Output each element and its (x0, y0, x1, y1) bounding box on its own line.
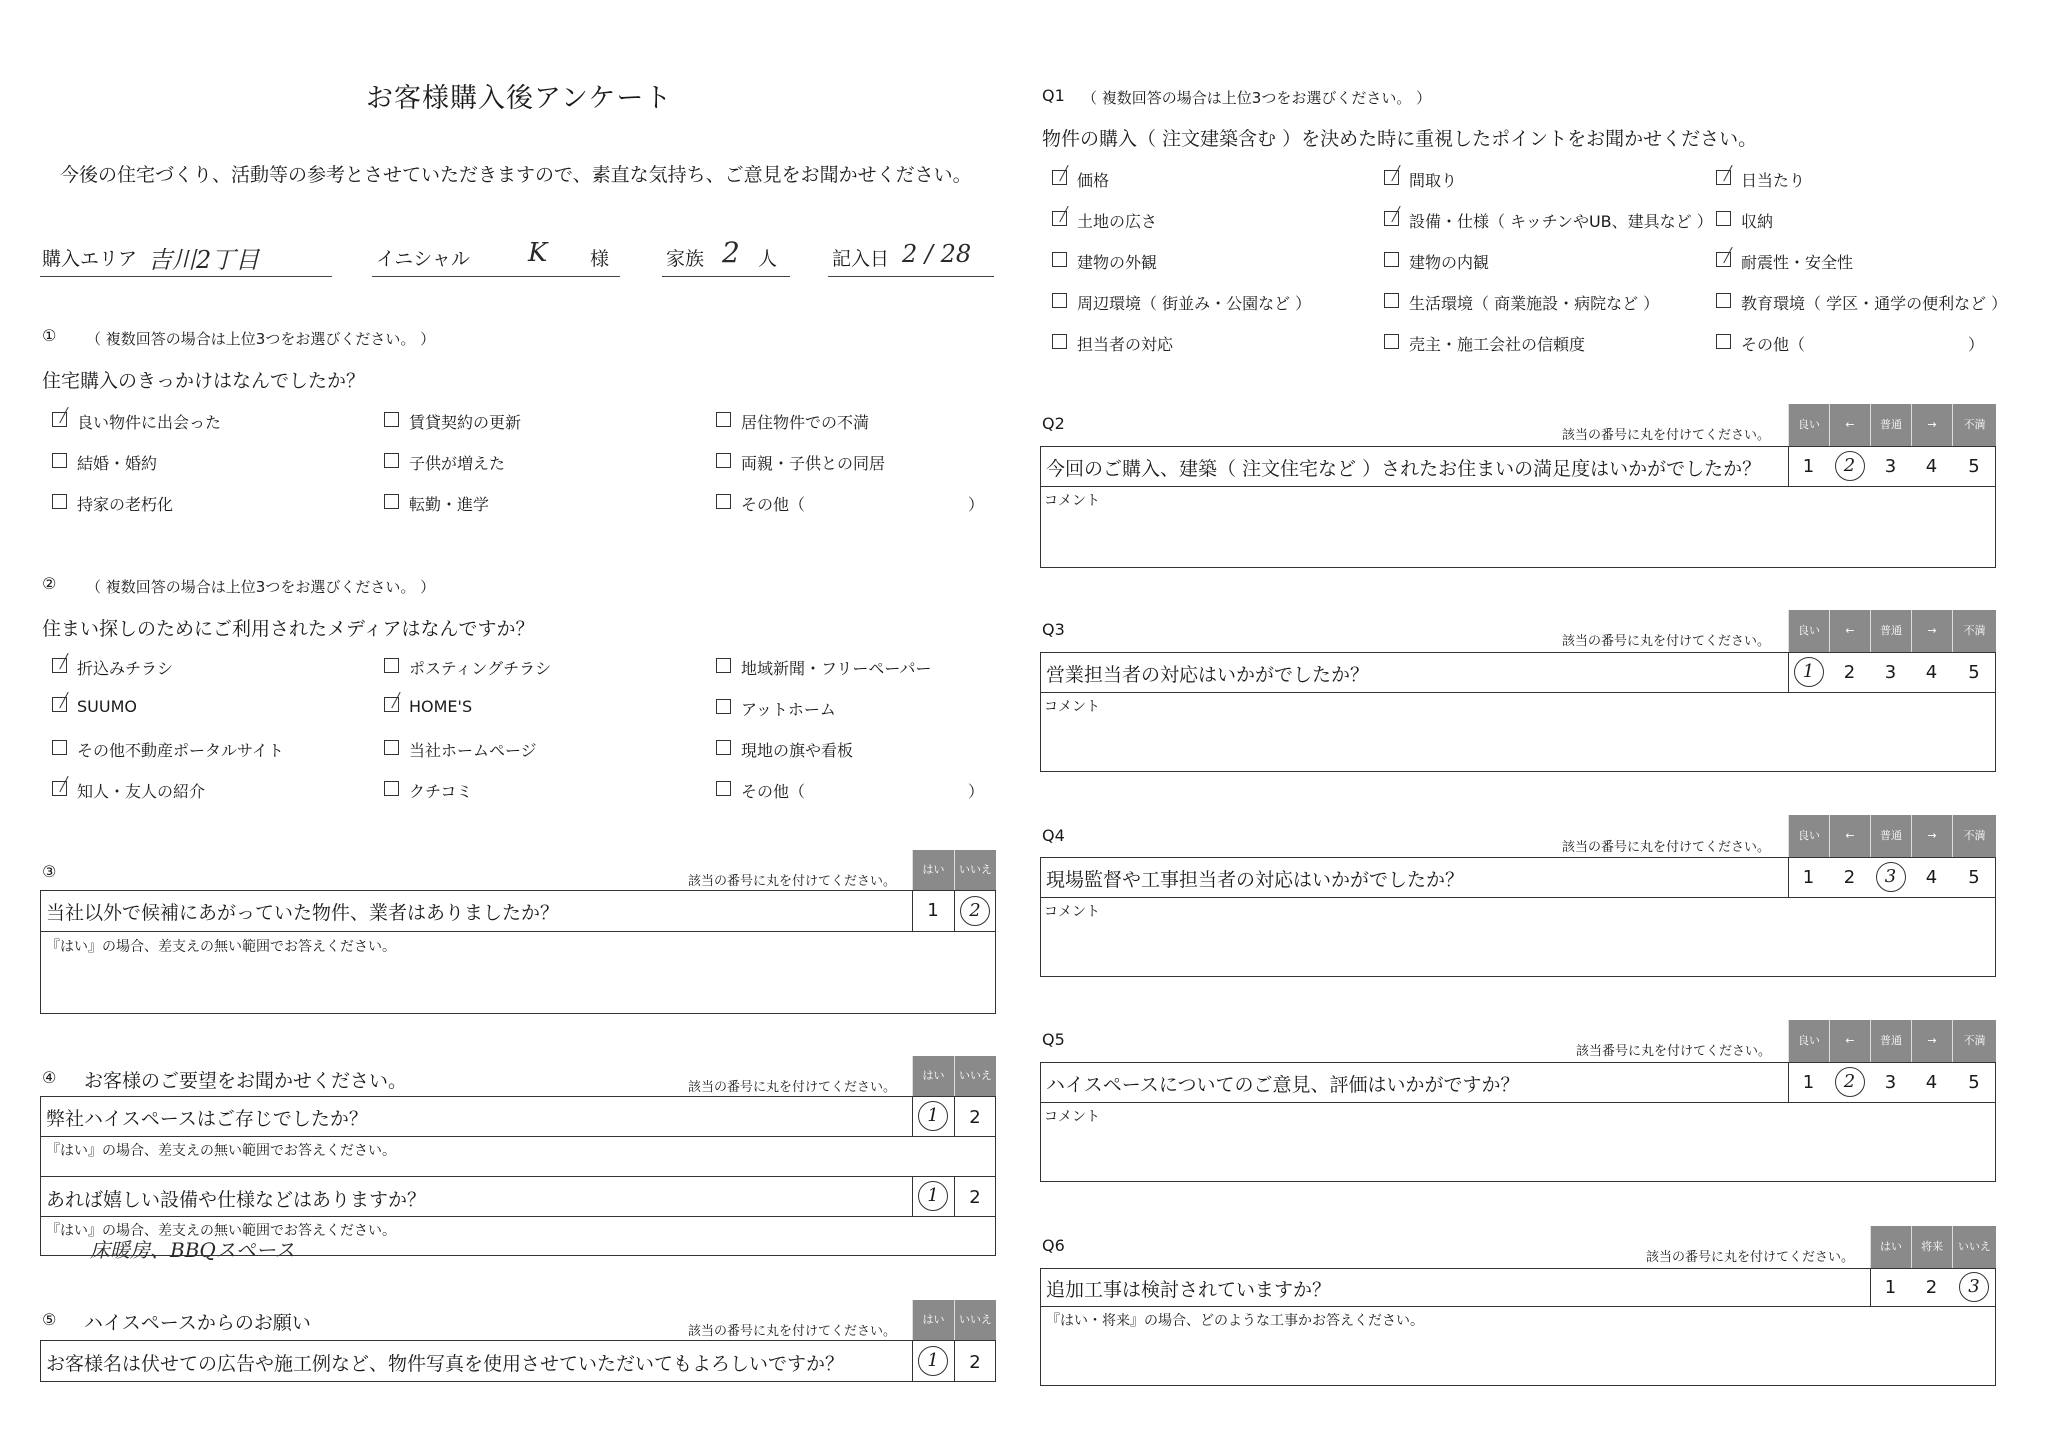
date-underline (828, 276, 994, 277)
s5-title: ハイスペースからのお願い (84, 1312, 311, 1334)
checkbox[interactable] (384, 453, 399, 468)
checkbox-checked[interactable] (1052, 170, 1067, 185)
checkbox[interactable] (716, 412, 731, 427)
s2-option[interactable]: 当社ホームページ (384, 738, 537, 761)
q2-header: 良い (1788, 404, 1829, 446)
initial-label: イニシャル (376, 248, 470, 270)
q6-option-3[interactable] (1952, 1272, 1996, 1302)
q6-option-2[interactable]: 2 (1925, 1277, 1938, 1298)
q2-header: 不満 (1952, 404, 1996, 446)
s3-option-1[interactable]: 1 (927, 900, 939, 921)
checkbox[interactable] (1052, 293, 1067, 308)
checkbox-checked[interactable] (52, 412, 67, 427)
s4-q1-option-1[interactable] (912, 1101, 954, 1131)
q5-option-5[interactable]: 5 (1968, 1072, 1980, 1093)
s2-option[interactable]: その他不動産ポータルサイト (52, 738, 284, 761)
q5-header: 良い (1788, 1020, 1829, 1062)
s2-option[interactable]: 折込みチラシ (52, 656, 173, 679)
q1-option[interactable]: 建物の内観 (1384, 250, 1489, 273)
divider (40, 1216, 996, 1217)
selected-circle: 1 (918, 1181, 948, 1211)
s1-option[interactable]: 転勤・進学 (384, 492, 489, 515)
checkbox[interactable] (52, 453, 67, 468)
selected-circle: 1 (1794, 657, 1824, 687)
q1-option[interactable]: 間取り (1384, 168, 1457, 191)
s4-header-yes: はい (912, 1056, 954, 1096)
q2-header: ← (1829, 404, 1870, 446)
q5-comment-label: コメント (1044, 1109, 1100, 1125)
q3-comment-label: コメント (1044, 699, 1100, 715)
s5-instruction: 該当の番号に丸を付けてください。 (688, 1324, 897, 1339)
s4-q1: 弊社ハイスペースはご存じでしたか？ (46, 1108, 368, 1130)
intro-text: 今後の住宅づくり、活動等の参考とさせていただきますので、素直な気持ち、ご意見をお聞かせください。 (60, 164, 972, 186)
q4-question: 現場監督や工事担当者の対応はいかがでしたか？ (1046, 869, 1465, 891)
s3-question: 当社以外で候補にあがっていた物件、業者はありましたか？ (46, 902, 560, 924)
s4-number: ④ (42, 1068, 57, 1087)
divider (40, 931, 996, 932)
checkbox[interactable] (384, 412, 399, 427)
s1-option[interactable]: 持家の老朽化 (52, 492, 173, 515)
q2-header: 普通 (1870, 404, 1911, 446)
q5-header: 不満 (1952, 1020, 1996, 1062)
q1-option[interactable]: 収納 (1716, 209, 1773, 232)
q6-question: 追加工事は検討されていますか？ (1046, 1279, 1332, 1301)
s1-close-paren: ） (968, 495, 985, 514)
q6-header: 将来 (1911, 1226, 1952, 1268)
q2-comment-label: コメント (1044, 493, 1100, 509)
s1-number: ① (42, 326, 57, 345)
divider (40, 1136, 996, 1137)
area-label: 購入エリア (42, 248, 138, 270)
q3-header: 普通 (1870, 610, 1911, 652)
s2-option[interactable]: アットホーム (716, 697, 836, 720)
s3-option-2[interactable] (954, 896, 996, 926)
s2-option[interactable]: 地域新聞・フリーペーパー (716, 656, 932, 679)
q3-instruction: 該当の番号に丸を付けてください。 (1562, 634, 1771, 649)
q5-header: ← (1829, 1020, 1870, 1062)
q2-label: Q2 (1042, 414, 1065, 433)
s2-question: 住まい探しのためにご利用されたメディアはなんですか？ (42, 618, 535, 640)
initial-suffix: 様 (590, 248, 610, 270)
q4-label: Q4 (1042, 826, 1065, 845)
checkbox-checked[interactable] (1052, 211, 1067, 226)
s2-option[interactable]: HOME'S (384, 697, 472, 716)
selected-circle: 1 (918, 1101, 948, 1131)
q1-option[interactable]: 土地の広さ (1052, 209, 1157, 232)
s4-instruction: 該当の番号に丸を付けてください。 (688, 1080, 897, 1095)
s4-header-no: いいえ (954, 1056, 996, 1096)
s5-question: お客様名は伏せての広告や施工例など、物件写真を使用させていただいてもよろしいですか？ (46, 1353, 845, 1375)
q2-header: → (1911, 404, 1952, 446)
q2-instruction: 該当の番号に丸を付けてください。 (1562, 428, 1771, 443)
s2-option[interactable]: ポスティングチラシ (384, 656, 551, 679)
checkbox-checked[interactable] (384, 697, 399, 712)
s1-option[interactable]: 居住物件での不満 (716, 410, 869, 433)
q1-option[interactable]: 日当たり (1716, 168, 1805, 191)
q2-option-5[interactable]: 5 (1968, 456, 1980, 477)
q4-option-5[interactable]: 5 (1968, 867, 1980, 888)
divider (1040, 692, 1996, 693)
q3-header: ← (1829, 610, 1870, 652)
checkbox[interactable] (1716, 211, 1731, 226)
s4-q2-option-1[interactable] (912, 1181, 954, 1211)
s2-option[interactable]: その他（ (716, 779, 805, 802)
checkbox[interactable] (384, 658, 399, 673)
s4-q1-option-2[interactable]: 2 (969, 1107, 981, 1128)
s4-q1-comment-label: 『はい』の場合、差支えの無い範囲でお答えください。 (46, 1143, 396, 1159)
s4-q2-comment-label: 『はい』の場合、差支えの無い範囲でお答えください。 (46, 1223, 396, 1239)
date-label: 記入日 (832, 248, 890, 270)
q2-option-1[interactable]: 1 (1802, 456, 1815, 477)
q5-option-1[interactable]: 1 (1802, 1072, 1815, 1093)
checkbox[interactable] (384, 781, 399, 796)
q4-option-3[interactable] (1870, 862, 1911, 892)
q3-option-1[interactable] (1788, 657, 1829, 687)
s1-option[interactable]: 両親・子供との同居 (716, 451, 885, 474)
s1-question: 住宅購入のきっかけはなんでしたか？ (42, 370, 366, 392)
q4-header: 不満 (1952, 815, 1996, 857)
checkbox[interactable] (1716, 293, 1731, 308)
s2-option[interactable]: SUUMO (52, 697, 137, 716)
s3-comment-label: 『はい』の場合、差支えの無い範囲でお答えください。 (46, 939, 396, 955)
s4-q2: あれば嬉しい設備や仕様などはありますか？ (46, 1189, 427, 1211)
checkbox-checked[interactable] (52, 781, 67, 796)
initial-underline (372, 276, 620, 277)
s1-option[interactable]: 良い物件に出会った (52, 410, 221, 433)
selected-circle: 1 (918, 1346, 948, 1376)
s1-option[interactable]: 結婚・婚約 (52, 451, 157, 474)
s3-number: ③ (42, 862, 57, 881)
q1-option[interactable]: 担当者の対応 (1052, 332, 1173, 355)
divider (1040, 486, 1996, 487)
family-suffix: 人 (758, 248, 778, 270)
checkbox[interactable] (1384, 293, 1399, 308)
s5-header-no: いいえ (954, 1300, 996, 1340)
q6-comment-label: 『はい・将来』の場合、どのような工事かお答えください。 (1046, 1313, 1424, 1329)
s1-option[interactable]: その他（ (716, 492, 805, 515)
q5-instruction: 該当番号に丸を付けてください。 (1576, 1044, 1772, 1059)
selected-circle: 3 (1876, 862, 1906, 892)
page-title: お客様購入後アンケート (366, 83, 673, 114)
divider (1040, 1102, 1996, 1103)
checkbox[interactable] (716, 658, 731, 673)
q4-header: 良い (1788, 815, 1829, 857)
checkbox[interactable] (1716, 334, 1731, 349)
q6-instruction: 該当の番号に丸を付けてください。 (1646, 1250, 1855, 1265)
s4-q2-option-2[interactable]: 2 (969, 1187, 981, 1208)
q1-note: （ 複数回答の場合は上位3つをお選びください。 ） (1082, 89, 1432, 107)
q1-option[interactable]: 周辺環境（ 街並み・公園など ） (1052, 291, 1311, 314)
q3-header: → (1911, 610, 1952, 652)
s1-option[interactable]: 賃貸契約の更新 (384, 410, 521, 433)
q5-option-4[interactable]: 4 (1925, 1072, 1938, 1093)
s4-title: お客様のご要望をお聞かせください。 (84, 1070, 408, 1092)
area-value[interactable]: 吉川2丁目 (148, 246, 260, 274)
divider (1040, 1306, 1996, 1307)
checkbox-checked[interactable] (1384, 170, 1399, 185)
q1-option[interactable]: その他（ (1716, 332, 1805, 355)
q3-question: 営業担当者の対応はいかがでしたか？ (1046, 664, 1370, 686)
q3-label: Q3 (1042, 620, 1065, 639)
q1-option[interactable]: 生活環境（ 商業施設・病院など ） (1384, 291, 1659, 314)
divider (40, 1176, 996, 1177)
initial-value[interactable]: K (528, 238, 548, 268)
s3-instruction: 該当の番号に丸を付けてください。 (688, 874, 897, 889)
checkbox[interactable] (1384, 334, 1399, 349)
checkbox[interactable] (716, 699, 731, 714)
q2-option-4[interactable]: 4 (1925, 456, 1938, 477)
checkbox[interactable] (716, 781, 731, 796)
q1-option[interactable]: 教育環境（ 学区・通学の便利など ） (1716, 291, 2007, 314)
selected-circle: 2 (1835, 1067, 1865, 1097)
checkbox-checked[interactable] (1716, 252, 1731, 267)
q4-header: → (1911, 815, 1952, 857)
q1-label: Q1 (1042, 86, 1065, 105)
q4-comment-label: コメント (1044, 904, 1100, 920)
q3-option-4[interactable]: 4 (1925, 662, 1938, 683)
checkbox-checked[interactable] (1384, 211, 1399, 226)
q3-option-5[interactable]: 5 (1968, 662, 1980, 683)
family-value[interactable]: 2 (722, 236, 740, 269)
selected-circle: 3 (1959, 1272, 1989, 1302)
q4-option-2[interactable]: 2 (1843, 867, 1856, 888)
q4-header: ← (1829, 815, 1870, 857)
q1-option[interactable]: 設備・仕様（ キッチンやUB、建具など ） (1384, 209, 1713, 232)
q4-header: 普通 (1870, 815, 1911, 857)
checkbox[interactable] (384, 740, 399, 755)
q5-option-3[interactable]: 3 (1884, 1072, 1897, 1093)
q1-option[interactable]: 建物の外観 (1052, 250, 1157, 273)
s5-option-1[interactable] (912, 1346, 954, 1376)
q1-option[interactable]: 売主・施工会社の信頼度 (1384, 332, 1585, 355)
q5-header: 普通 (1870, 1020, 1911, 1062)
q1-option[interactable]: 耐震性・安全性 (1716, 250, 1853, 273)
s5-option-2[interactable]: 2 (969, 1352, 981, 1373)
s5-number: ⑤ (42, 1310, 57, 1329)
q3-header: 不満 (1952, 610, 1996, 652)
area-underline (40, 276, 332, 277)
s2-option[interactable]: 知人・友人の紹介 (52, 779, 205, 802)
s2-option[interactable]: クチコミ (384, 779, 472, 802)
q5-option-2[interactable] (1829, 1067, 1870, 1097)
checkbox[interactable] (716, 740, 731, 755)
divider (1040, 897, 1996, 898)
selected-circle: 2 (960, 896, 990, 926)
checkbox-checked[interactable] (1716, 170, 1731, 185)
q6-header: いいえ (1952, 1226, 1996, 1268)
checkbox-checked[interactable] (52, 697, 67, 712)
s1-option[interactable]: 子供が増えた (384, 451, 505, 474)
checkbox[interactable] (1052, 334, 1067, 349)
q4-option-4[interactable]: 4 (1925, 867, 1938, 888)
q1-question: 物件の購入（ 注文建築含む ）を決めた時に重視したポイントをお聞かせください。 (1042, 128, 1758, 150)
s3-header-yes: はい (912, 850, 954, 890)
date-value[interactable]: 2 / 28 (902, 240, 972, 268)
q4-instruction: 該当の番号に丸を付けてください。 (1562, 840, 1771, 855)
checkbox[interactable] (52, 740, 67, 755)
s5-header-yes: はい (912, 1300, 954, 1340)
q3-option-2[interactable]: 2 (1843, 662, 1856, 683)
q6-header: はい (1870, 1226, 1911, 1268)
q5-header: → (1911, 1020, 1952, 1062)
q4-option-1[interactable]: 1 (1802, 867, 1815, 888)
checkbox[interactable] (716, 453, 731, 468)
s4-q2-answer[interactable]: 床暖房、BBQスペース (90, 1238, 295, 1262)
q2-question: 今回のご購入、建築（ 注文住宅など ）されたお住まいの満足度はいかがでしたか？ (1046, 458, 1762, 480)
q1-option[interactable]: 価格 (1052, 168, 1109, 191)
s2-number: ② (42, 574, 57, 593)
q2-option-3[interactable]: 3 (1884, 456, 1897, 477)
checkbox[interactable] (52, 494, 67, 509)
s2-close-paren: ） (968, 782, 985, 801)
checkbox[interactable] (1384, 252, 1399, 267)
q5-label: Q5 (1042, 1030, 1065, 1049)
q3-header: 良い (1788, 610, 1829, 652)
q3-option-3[interactable]: 3 (1884, 662, 1897, 683)
s1-note: （ 複数回答の場合は上位3つをお選びください。 ） (86, 330, 436, 348)
s2-option[interactable]: 現地の旗や看板 (716, 738, 853, 761)
q1-close-paren: ） (1968, 335, 1985, 354)
checkbox[interactable] (716, 494, 731, 509)
q6-option-1[interactable]: 1 (1884, 1277, 1897, 1298)
checkbox-checked[interactable] (52, 658, 67, 673)
checkbox[interactable] (1052, 252, 1067, 267)
s2-note: （ 複数回答の場合は上位3つをお選びください。 ） (86, 578, 436, 596)
family-underline (662, 276, 790, 277)
checkbox[interactable] (384, 494, 399, 509)
s3-header-no: いいえ (954, 850, 996, 890)
q2-option-2[interactable] (1829, 451, 1870, 481)
selected-circle: 2 (1835, 451, 1865, 481)
family-label: 家族 (666, 248, 705, 270)
q6-label: Q6 (1042, 1236, 1065, 1255)
q5-question: ハイスペースについてのご意見、評価はいかがですか？ (1046, 1074, 1520, 1096)
